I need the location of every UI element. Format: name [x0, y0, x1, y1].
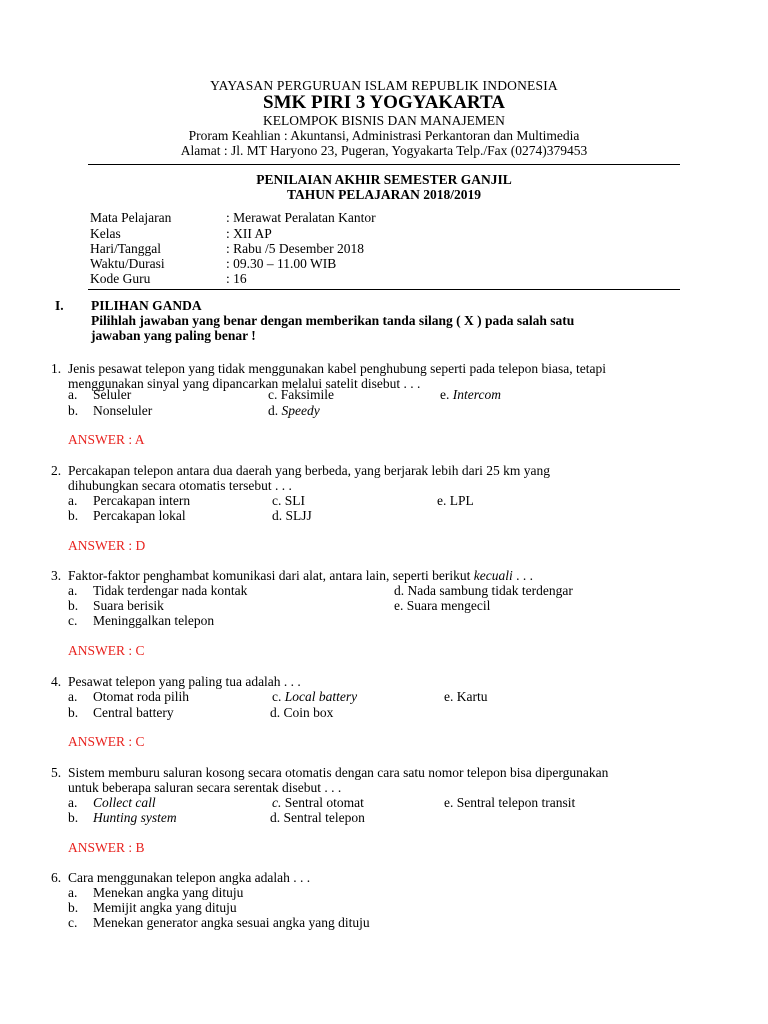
info-value: : XII AP	[226, 226, 272, 241]
section-instruction: jawaban yang paling benar !	[91, 328, 256, 343]
option-c[interactable]: c. Local battery	[272, 689, 358, 704]
foundation-name: YAYASAN PERGURUAN ISLAM REPUBLIK INDONESIA	[210, 78, 558, 93]
school-program: Proram Keahlian : Akuntansi, Administrasi Perkantoran dan Multimedia	[188, 128, 580, 143]
option-d[interactable]: d. Speedy	[268, 403, 320, 418]
option-a-letter: a.	[68, 583, 78, 598]
question-text: Pesawat telepon yang paling tua adalah . . .	[68, 674, 301, 689]
info-value: : 09.30 – 11.00 WIB	[226, 256, 337, 271]
option-c[interactable]	[272, 795, 364, 811]
exam-title: PENILAIAN AKHIR SEMESTER GANJIL	[256, 172, 512, 187]
option-b[interactable]: Central battery	[93, 705, 174, 720]
question-number: 4.	[51, 674, 62, 689]
question-number: 2.	[51, 463, 62, 478]
option-d[interactable]: d. SLJJ	[272, 508, 312, 523]
info-label: Hari/Tanggal	[90, 241, 162, 256]
option-b[interactable]: Nonseluler	[93, 403, 153, 418]
question-text: Sistem memburu saluran kosong secara otomatis dengan cara satu nomor telepon bisa dipergunakan	[68, 765, 609, 780]
option-a[interactable]: Collect call	[93, 795, 156, 810]
answer-label: ANSWER : C	[68, 734, 145, 749]
option-b-letter: b.	[68, 810, 79, 825]
question-text: untuk beberapa saluran secara serentak disebut . . .	[68, 780, 342, 795]
option-c[interactable]: c. SLI	[272, 493, 305, 508]
question-text-main: Faktor-faktor penghambat komunikasi dari alat, antara lain, seperti berikut	[68, 568, 474, 583]
option-b-letter: b.	[68, 598, 79, 613]
info-label: Waktu/Durasi	[90, 256, 165, 271]
question-number: 1.	[51, 361, 62, 376]
answer-label: ANSWER : A	[68, 432, 145, 447]
question-text: dihubungkan secara otomatis tersebut . . .	[68, 478, 292, 493]
info-value: : Rabu /5 Desember 2018	[226, 241, 364, 256]
option-b-letter: b.	[68, 900, 79, 915]
option-b[interactable]: Suara berisik	[93, 598, 164, 613]
school-name: SMK PIRI 3 YOGYAKARTA	[263, 92, 505, 113]
option-a[interactable]: Tidak terdengar nada kontak	[93, 583, 248, 598]
option-b[interactable]: Hunting system	[93, 810, 177, 825]
info-label: Kode Guru	[90, 271, 151, 286]
question-number: 3.	[51, 568, 62, 583]
school-group: KELOMPOK BISNIS DAN MANAJEMEN	[263, 113, 505, 128]
answer-label: ANSWER : C	[68, 643, 145, 658]
option-a-letter: a.	[68, 795, 78, 810]
option-c-text: Sentral otomat	[284, 795, 364, 810]
option-b-letter: b.	[68, 705, 79, 720]
question-number: 6.	[51, 870, 62, 885]
info-label: Kelas	[90, 226, 121, 241]
option-c-letter: c.	[272, 795, 282, 810]
info-divider	[88, 289, 680, 290]
option-a-letter: a.	[68, 689, 78, 704]
option-a-letter: a.	[68, 493, 78, 508]
option-d[interactable]: d. Coin box	[270, 705, 334, 720]
option-c-letter: c.	[68, 613, 78, 628]
option-d[interactable]: d. Sentral telepon	[270, 810, 365, 825]
option-b-letter: b.	[68, 508, 79, 523]
option-b[interactable]: Percakapan lokal	[93, 508, 186, 523]
option-a[interactable]: Seluler	[93, 387, 132, 402]
answer-label: ANSWER : D	[68, 538, 146, 553]
info-value: : 16	[226, 271, 247, 286]
option-a[interactable]: Menekan angka yang dituju	[93, 885, 244, 900]
question-text	[68, 568, 533, 584]
option-d[interactable]: d. Nada sambung tidak terdengar	[394, 583, 573, 598]
info-label: Mata Pelajaran	[90, 210, 172, 225]
option-c[interactable]: c. Faksimile	[268, 387, 334, 402]
section-title: PILIHAN GANDA	[91, 298, 202, 313]
option-b-letter: b.	[68, 403, 79, 418]
option-e[interactable]: e. Sentral telepon transit	[444, 795, 576, 810]
option-d-text: Speedy	[281, 403, 320, 418]
header-divider	[88, 164, 680, 165]
school-address: Alamat : Jl. MT Haryono 23, Pugeran, Yogyakarta Telp./Fax (0274)379453	[180, 143, 588, 158]
exam-year: TAHUN PELAJARAN 2018/2019	[286, 187, 481, 202]
option-a-letter: a.	[68, 387, 78, 402]
section-number: I.	[55, 298, 64, 313]
question-text-ellipsis: . . .	[512, 568, 533, 583]
question-text: Cara menggunakan telepon angka adalah . . .	[68, 870, 311, 885]
question-text: Percakapan telepon antara dua daerah yang berbeda, yang berjarak lebih dari 25 km yang	[68, 463, 551, 478]
option-c-letter: c.	[68, 915, 78, 930]
option-a[interactable]: Otomat roda pilih	[93, 689, 189, 704]
option-e[interactable]: e. LPL	[437, 493, 474, 508]
section-instruction: Pilihlah jawaban yang benar dengan memberikan tanda silang ( X ) pada salah satu	[91, 313, 575, 328]
question-text: menggunakan sinyal yang dipancarkan melalui satelit disebut . . .	[68, 376, 421, 391]
option-a-letter: a.	[68, 885, 78, 900]
option-e[interactable]: e. Suara mengecil	[394, 598, 491, 613]
option-e-text: Intercom	[452, 387, 501, 402]
question-number: 5.	[51, 765, 62, 780]
info-value: : Merawat Peralatan Kantor	[226, 210, 376, 225]
option-e[interactable]: e. Kartu	[444, 689, 488, 704]
answer-label: ANSWER : B	[68, 840, 145, 855]
option-b[interactable]: Memijit angka yang dituju	[93, 900, 237, 915]
question-text: Jenis pesawat telepon yang tidak menggunakan kabel penghubung seperti pada telepon biasa, tetapi	[68, 361, 606, 376]
option-c[interactable]: Menekan generator angka sesuai angka yang dituju	[93, 915, 370, 930]
option-a[interactable]: Percakapan intern	[93, 493, 191, 508]
option-c[interactable]: Meninggalkan telepon	[93, 613, 215, 628]
option-c-text: Local battery	[284, 689, 358, 704]
question-text-emphasis: kecuali	[473, 568, 513, 583]
option-e[interactable]: e. Intercom	[440, 387, 501, 402]
